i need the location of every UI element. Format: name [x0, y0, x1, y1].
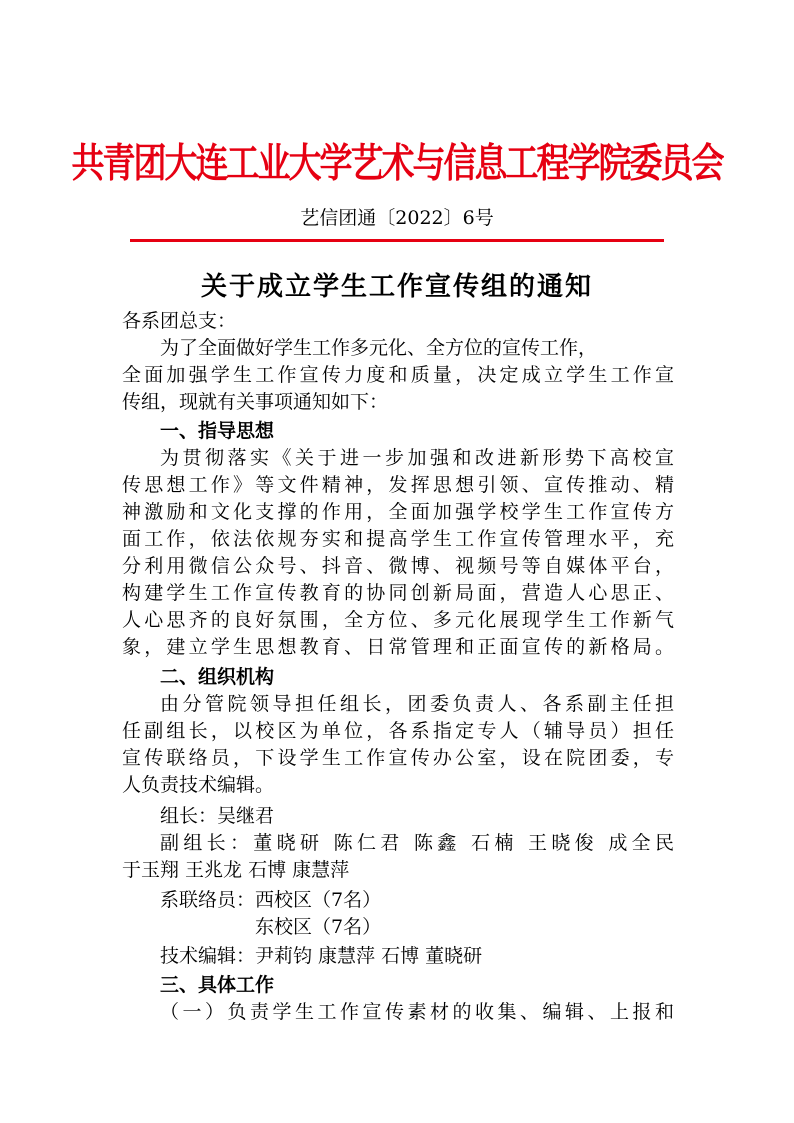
guiding-line-5: 分利用微信公众号、抖音、微博、视频号等自媒体平台， [122, 555, 674, 577]
liaison-west: 系联络员：西校区（7名） [160, 889, 382, 911]
guiding-line-2: 传思想工作》等文件精神，发挥思想引领、宣传推动、精 [122, 474, 674, 496]
guiding-line-6: 构建学生工作宣传教育的协同创新局面，营造人心思正、 [122, 582, 674, 604]
deputy-leaders-line-1: 副组长：董晓研 陈仁君 陈鑫 石楠 王晓俊 成全民 [160, 832, 674, 854]
red-divider [130, 239, 664, 242]
org-line-4: 人负责技术编辑。 [122, 774, 275, 796]
technical-editors: 技术编辑：尹莉钧 康慧萍 石博 董晓研 [160, 945, 483, 967]
org-line-1: 由分管院领导担任组长，团委负责人、各系副主任担 [160, 693, 674, 715]
guiding-line-3: 神激励和文化支撑的作用，全面加强学校学生工作宣传方 [122, 501, 674, 523]
intro-line-1: 为了全面做好学生工作多元化、全方位的宣传工作， [160, 337, 598, 359]
section-heading-organization: 二、组织机构 [160, 666, 275, 688]
deputy-leaders-line-2: 于玉翔 王兆龙 石博 康慧萍 [122, 859, 350, 881]
org-header-title: 共青团大连工业大学艺术与信息工程学院委员会 [71, 139, 723, 186]
intro-line-3: 传组，现就有关事项通知如下： [122, 391, 389, 413]
guiding-line-1: 为贯彻落实《关于进一步加强和改进新形势下高校宣 [160, 447, 674, 469]
intro-line-2: 全面加强学生工作宣传力度和质量，决定成立学生工作宣 [122, 364, 674, 386]
notice-title: 关于成立学生工作宣传组的通知 [200, 272, 593, 302]
salutation: 各系团总支： [122, 310, 237, 332]
section-heading-guiding: 一、指导思想 [160, 420, 275, 442]
guiding-line-7: 人心思齐的良好氛围，全方位、多元化展现学生工作新气 [122, 609, 674, 631]
org-line-3: 宣传联络员，下设学生工作宣传办公室，设在院团委，专 [122, 747, 674, 769]
document-number: 艺信团通〔2022〕6号 [300, 207, 494, 229]
liaison-east: 东校区（7名） [255, 916, 382, 938]
task-item-1: （一）负责学生工作宣传素材的收集、编辑、上报和 [160, 1001, 674, 1023]
group-leader: 组长：吴继君 [160, 805, 275, 827]
section-heading-tasks: 三、具体工作 [160, 974, 275, 996]
guiding-line-8: 象，建立学生思想教育、日常管理和正面宣传的新格局。 [122, 636, 674, 658]
org-line-2: 任副组长，以校区为单位，各系指定专人（辅导员）担任 [122, 720, 674, 742]
guiding-line-4: 面工作，依法依规夯实和提高学生工作宣传管理水平，充 [122, 528, 674, 550]
